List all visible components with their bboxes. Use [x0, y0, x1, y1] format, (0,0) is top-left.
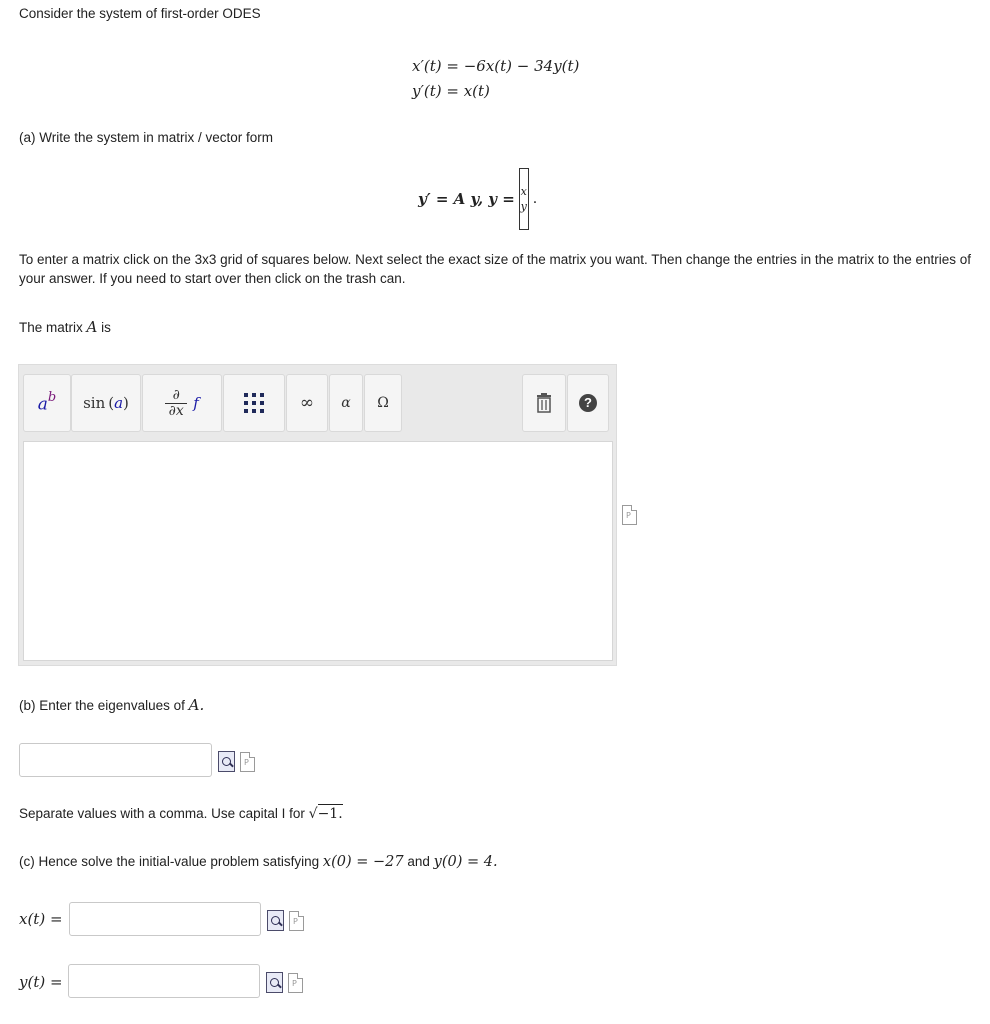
- omega-symbol: Ω: [377, 395, 389, 411]
- power-base: a: [37, 394, 48, 415]
- derivative-fn: f: [193, 394, 199, 412]
- sin-button[interactable]: sin (a): [71, 374, 141, 432]
- matrix-label-prefix: The matrix: [19, 320, 83, 335]
- document-icon[interactable]: P: [622, 505, 637, 525]
- state-vector: [519, 168, 529, 230]
- omega-button[interactable]: [364, 374, 402, 432]
- matrix-form-equation: y′ = A y, y =: [418, 190, 515, 208]
- matrix-instructions: To enter a matrix click on the 3x3 grid of squares below. Next select the exact size of the matrix you want. Then change the entries in the matrix to the entries of your answer. If you need to start over then click on the trash can.: [19, 252, 971, 286]
- matrix-grid-icon: [242, 391, 266, 415]
- document-icon[interactable]: P: [289, 911, 304, 931]
- eigenvalue-note-prefix: Separate values with a comma. Use capital I for: [19, 806, 305, 821]
- part-b-prompt-symbol: A.: [188, 696, 205, 714]
- eigenvalues-input[interactable]: [19, 743, 212, 777]
- power-button[interactable]: [23, 374, 71, 432]
- intro-text: Consider the system of first-order ODES: [19, 6, 261, 21]
- trash-button[interactable]: [522, 374, 566, 432]
- matrix-label-suffix: is: [101, 320, 111, 335]
- matrix-vector-form: y′ = A y, y = x y .: [418, 178, 537, 220]
- and-text: and: [407, 854, 430, 869]
- math-editor: [18, 364, 617, 666]
- document-icon[interactable]: P: [288, 973, 303, 993]
- sin-arg: a: [114, 394, 124, 412]
- part-c-prompt: [19, 854, 498, 870]
- derivative-button[interactable]: [142, 374, 222, 432]
- matrix-grid-button[interactable]: [223, 374, 285, 432]
- matrix-symbol: A: [86, 318, 98, 336]
- infinity-button[interactable]: [286, 374, 328, 432]
- matrix-label: [19, 318, 111, 336]
- x-solution-label: x(t) =: [19, 910, 63, 928]
- vector-entry-y: y: [520, 200, 527, 213]
- preview-icon[interactable]: [267, 910, 284, 931]
- trash-icon: [535, 393, 553, 413]
- alpha-button[interactable]: [329, 374, 363, 432]
- eigenvalue-note: Separate values with a comma. Use capital I for √−1.: [19, 806, 343, 822]
- derivative-top: ∂: [172, 386, 180, 403]
- alpha-symbol: α: [341, 395, 351, 411]
- help-button[interactable]: [567, 374, 609, 432]
- y-solution-input[interactable]: [68, 964, 260, 998]
- sin-fn: sin: [83, 394, 106, 412]
- power-exponent: b: [47, 389, 57, 405]
- vector-entry-x: x: [520, 185, 527, 198]
- part-c-prompt-prefix: (c) Hence solve the initial-value problem satisfying: [19, 854, 320, 869]
- part-a-prompt: (a) Write the system in matrix / vector form: [19, 130, 274, 145]
- initial-condition-y: y(0) = 4.: [433, 854, 498, 870]
- ode-equation-1: x′(t) = −6x(t) − 34y(t): [412, 57, 580, 75]
- derivative-bottom: ∂x: [168, 402, 184, 419]
- ode-equation-2: y′(t) = x(t): [412, 82, 490, 100]
- sqrt-minus-one: −1.: [317, 806, 343, 822]
- preview-icon[interactable]: [218, 751, 235, 772]
- x-solution-input[interactable]: [69, 902, 261, 936]
- part-b-prompt-prefix: (b) Enter the eigenvalues of: [19, 698, 185, 713]
- document-icon[interactable]: P: [240, 752, 255, 772]
- initial-condition-x: x(0) = −27: [322, 854, 404, 870]
- help-icon: ?: [579, 394, 597, 412]
- matrix-edit-area[interactable]: [23, 441, 613, 661]
- preview-icon[interactable]: [266, 972, 283, 993]
- y-solution-label: y(t) =: [19, 973, 63, 991]
- part-b-prompt: [19, 696, 204, 714]
- infinity-symbol: ∞: [299, 393, 315, 413]
